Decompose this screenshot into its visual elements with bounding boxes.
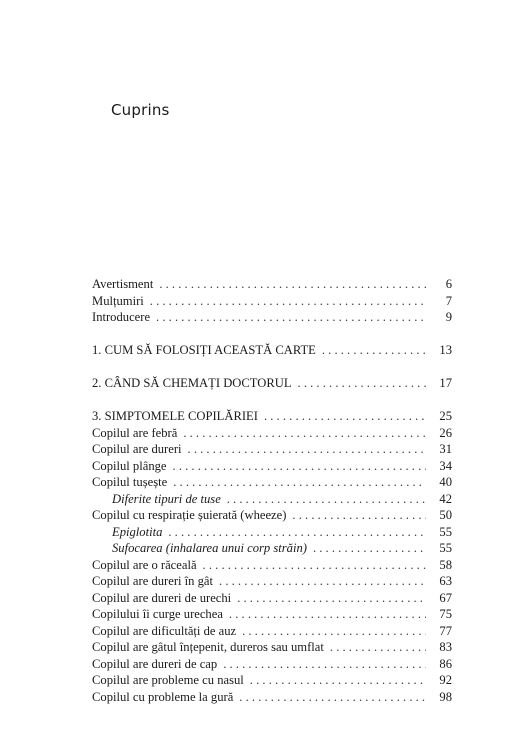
- toc-entry-page: 40: [439, 475, 452, 489]
- toc-entry: [92, 441, 452, 458]
- toc-entry-title: 3. SIMPTOMELE COPILĂRIEI: [92, 409, 258, 423]
- toc-entry: [92, 293, 452, 310]
- toc-entry-title: Copilul are probleme cu nasul: [92, 673, 244, 687]
- dot-leader: [237, 590, 426, 607]
- toc-entry-title: Epiglotita: [112, 524, 163, 539]
- dot-leader: [188, 441, 426, 458]
- dot-leader: [322, 342, 426, 359]
- toc-entry: [92, 672, 452, 689]
- toc-entry-page: 86: [439, 656, 452, 671]
- toc-entry: [92, 590, 452, 607]
- toc-entry-page: 55: [439, 524, 452, 539]
- toc-entry-page: 75: [439, 607, 452, 621]
- toc-entry: [92, 639, 452, 656]
- dot-leader: [156, 309, 426, 326]
- toc-entry: [92, 507, 452, 524]
- toc-entry-page: 25: [439, 409, 452, 423]
- dot-leader: [223, 656, 426, 673]
- toc-entry-page: 58: [439, 557, 452, 572]
- dot-leader: [168, 524, 426, 541]
- toc-subentry: [92, 540, 452, 557]
- dot-leader: [203, 557, 426, 574]
- dot-leader: [250, 672, 426, 689]
- toc-entry-page: 7: [445, 293, 452, 308]
- dot-leader: [219, 573, 426, 590]
- toc-entry-title: Copilul are dureri de urechi: [92, 590, 232, 605]
- toc-entry-title: Diferite tipuri de tuse: [112, 491, 221, 506]
- toc-entry-title: Introducere: [92, 310, 151, 324]
- toc-entry: [92, 689, 452, 706]
- toc-entry: [92, 606, 452, 623]
- toc-entry-title: Copilul are febră: [92, 425, 178, 440]
- dot-leader: [298, 375, 426, 392]
- dot-leader: [242, 623, 426, 640]
- toc-entry: [92, 557, 452, 574]
- dot-leader: [159, 276, 426, 293]
- toc-entry-page: 98: [439, 689, 452, 704]
- toc-entry-title: Copilul are dureri: [92, 442, 182, 456]
- dot-leader: [227, 491, 426, 508]
- toc-entry-title: Copilul are dificultăți de auz: [92, 623, 237, 638]
- toc-entry-page: 13: [439, 343, 452, 357]
- toc-entry-title: Copilul are dureri în gât: [92, 574, 214, 588]
- page-title: Cuprins: [111, 101, 170, 119]
- toc-entry-title: Mulțumiri: [92, 293, 144, 308]
- table-of-contents: [92, 276, 452, 705]
- toc-entry-title: Avertisment: [92, 277, 154, 291]
- toc-chapter: [92, 375, 452, 392]
- toc-entry-page: 42: [439, 491, 452, 506]
- dot-leader: [150, 293, 426, 310]
- toc-entry-page: 50: [439, 508, 452, 522]
- toc-entry-page: 92: [439, 673, 452, 687]
- toc-entry-title: Copilului îi curge urechea: [92, 607, 223, 621]
- toc-entry: [92, 623, 452, 640]
- toc-entry-title: Copilul cu probleme la gură: [92, 689, 234, 704]
- toc-entry-title: 1. CUM SĂ FOLOSIȚI ACEASTĂ CARTE: [92, 343, 316, 357]
- toc-entry: [92, 458, 452, 475]
- toc-entry-title: Copilul tușește: [92, 475, 168, 489]
- dot-leader: [173, 474, 426, 491]
- toc-chapter: [92, 342, 452, 359]
- toc-entry: [92, 425, 452, 442]
- toc-entry: [92, 474, 452, 491]
- toc-entry-title: Copilul are dureri de cap: [92, 656, 218, 671]
- toc-entry: [92, 309, 452, 326]
- toc-entry-title: Copilul plânge: [92, 458, 167, 473]
- toc-subentry: [92, 524, 452, 541]
- toc-entry-page: 17: [439, 376, 452, 390]
- toc-entry-title: Sufocarea (inhalarea unui corp străin): [112, 541, 307, 555]
- toc-entry-page: 34: [439, 458, 452, 473]
- toc-entry-page: 26: [439, 425, 452, 440]
- toc-entry-title: 2. CÂND SĂ CHEMAȚI DOCTORUL: [92, 376, 292, 390]
- toc-entry-title: Copilul are gâtul înțepenit, dureros sau umflat: [92, 640, 324, 654]
- toc-entry-page: 77: [439, 623, 452, 638]
- toc-entry-page: 63: [439, 574, 452, 588]
- toc-entry-title: Copilul are o răceală: [92, 557, 197, 572]
- toc-entry: [92, 573, 452, 590]
- dot-leader: [229, 606, 426, 623]
- toc-entry-page: 9: [445, 310, 452, 324]
- dot-leader: [173, 458, 426, 475]
- dot-leader: [313, 540, 426, 557]
- dot-leader: [239, 689, 426, 706]
- dot-leader: [183, 425, 426, 442]
- toc-entry-page: 6: [445, 277, 452, 291]
- toc-entry-page: 83: [439, 640, 452, 654]
- toc-entry: [92, 276, 452, 293]
- toc-entry-page: 67: [439, 590, 452, 605]
- dot-leader: [264, 408, 426, 425]
- toc-entry-title: Copilul cu respirație șuierată (wheeze): [92, 508, 287, 522]
- toc-subentry: [92, 491, 452, 508]
- toc-entry-page: 55: [439, 541, 452, 555]
- dot-leader: [292, 507, 426, 524]
- toc-entry-page: 31: [439, 442, 452, 456]
- toc-entry: [92, 656, 452, 673]
- dot-leader: [330, 639, 426, 656]
- toc-chapter: [92, 408, 452, 425]
